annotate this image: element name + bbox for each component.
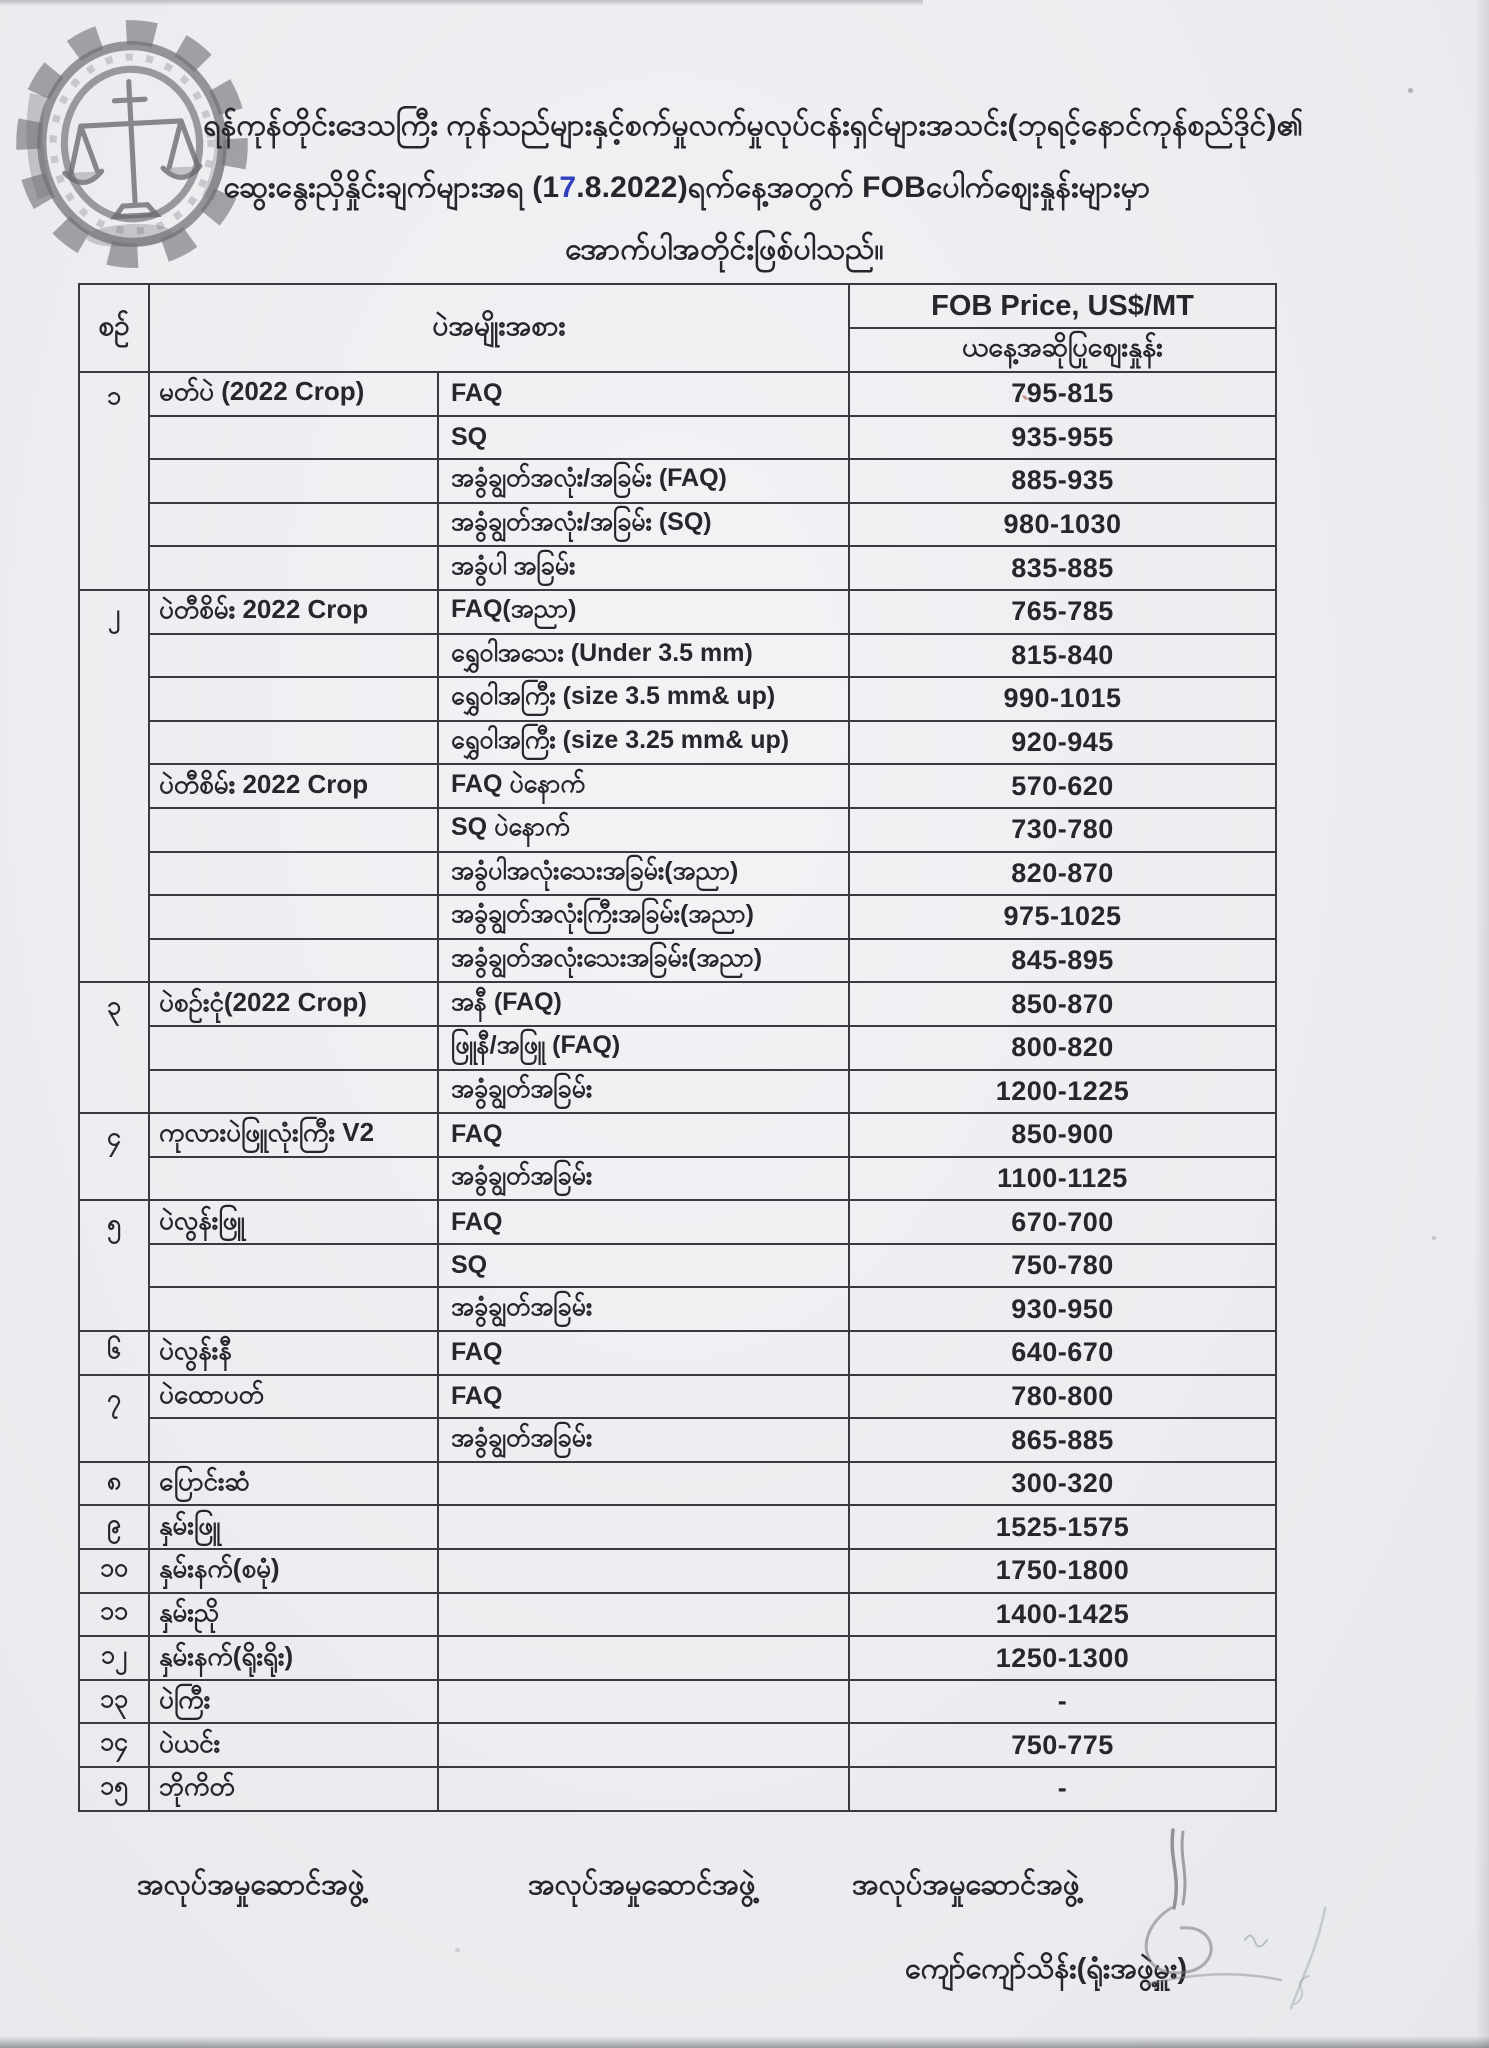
table-row bbox=[79, 503, 1276, 547]
bean-type-cell: ပဲလွန်းနီ bbox=[149, 1331, 438, 1375]
bean-type-cell bbox=[149, 503, 438, 547]
fob-price-table bbox=[78, 283, 1277, 1812]
grade-cell: FAQ bbox=[438, 372, 849, 416]
bean-type-cell bbox=[149, 852, 438, 896]
price-cell: - bbox=[849, 1767, 1276, 1811]
table-row bbox=[79, 1113, 1276, 1157]
col-header-price-main: FOB Price, US$/MT bbox=[849, 284, 1276, 328]
table-row bbox=[79, 1157, 1276, 1201]
row-number: ၄ bbox=[79, 1113, 149, 1200]
bean-type-cell: ဘိုကိတ် bbox=[149, 1767, 438, 1811]
table-row bbox=[79, 459, 1276, 503]
price-cell: 885-935 bbox=[849, 459, 1276, 503]
table-row bbox=[79, 1549, 1276, 1593]
table-row bbox=[79, 1070, 1276, 1114]
row-number: ၁၂ bbox=[79, 1636, 149, 1680]
row-number: ၁ bbox=[79, 372, 149, 590]
table-row bbox=[79, 416, 1276, 460]
grade-cell bbox=[438, 1636, 849, 1680]
col-header-price-sub: ယနေ့အဆိုပြုဈေးနှုန်း bbox=[849, 328, 1276, 372]
row-number: ၆ bbox=[79, 1331, 149, 1375]
header-line-2-suffix: .8.2022)ရက်နေ့အတွက် FOBပေါက်ဈေးနှုန်းများမှာ bbox=[576, 171, 1151, 204]
price-cell: 845-895 bbox=[849, 939, 1276, 983]
grade-cell: ရွှေဝါအသေး (Under 3.5 mm) bbox=[438, 634, 849, 678]
grade-cell: အခွံချွတ်အခြမ်း bbox=[438, 1287, 849, 1331]
price-cell: 730-780 bbox=[849, 808, 1276, 852]
bean-type-cell: ပဲတီစိမ်း 2022 Crop bbox=[149, 764, 438, 808]
table-row bbox=[79, 1375, 1276, 1419]
price-cell: 1400-1425 bbox=[849, 1593, 1276, 1637]
bean-type-cell bbox=[149, 634, 438, 678]
grade-cell: FAQ bbox=[438, 1113, 849, 1157]
price-cell: 800-820 bbox=[849, 1026, 1276, 1070]
table-row bbox=[79, 721, 1276, 765]
grade-cell: အခွံချွတ်အခြမ်း bbox=[438, 1157, 849, 1201]
row-number: ၇ bbox=[79, 1375, 149, 1462]
price-cell: 865-885 bbox=[849, 1418, 1276, 1462]
price-cell: 835-885 bbox=[849, 546, 1276, 590]
scan-edge-top bbox=[0, 0, 923, 6]
table-row bbox=[79, 895, 1276, 939]
scan-speck bbox=[1432, 1236, 1436, 1240]
price-cell: 750-775 bbox=[849, 1723, 1276, 1767]
row-number: ၃ bbox=[79, 982, 149, 1113]
bean-type-cell: ပြောင်းဆံ bbox=[149, 1462, 438, 1506]
table-row bbox=[79, 677, 1276, 721]
price-cell: 850-900 bbox=[849, 1113, 1276, 1157]
grade-cell: အနီ (FAQ) bbox=[438, 982, 849, 1026]
bean-type-cell bbox=[149, 1026, 438, 1070]
price-cell: 850-870 bbox=[849, 982, 1276, 1026]
price-cell: 820-870 bbox=[849, 852, 1276, 896]
bean-type-cell: မတ်ပဲ (2022 Crop) bbox=[149, 372, 438, 416]
table-row bbox=[79, 590, 1276, 634]
grade-cell: အခွံပါ အခြမ်း bbox=[438, 546, 849, 590]
grade-cell bbox=[438, 1767, 849, 1811]
bean-type-cell bbox=[149, 546, 438, 590]
price-cell: 920-945 bbox=[849, 721, 1276, 765]
price-cell: 780-800 bbox=[849, 1375, 1276, 1419]
price-cell: 935-955 bbox=[849, 416, 1276, 460]
bean-type-cell bbox=[149, 721, 438, 765]
grade-cell: FAQ bbox=[438, 1331, 849, 1375]
price-cell: 1525-1575 bbox=[849, 1505, 1276, 1549]
price-cell: 765-785 bbox=[849, 590, 1276, 634]
price-cell: 990-1015 bbox=[849, 677, 1276, 721]
bean-type-cell: ပဲတီစိမ်း 2022 Crop bbox=[149, 590, 438, 634]
signatory-name: ကျော်ကျော်သိန်း(ရုံးအဖွဲ့မှူး) bbox=[905, 1953, 1188, 1985]
row-number: ၁၅ bbox=[79, 1767, 149, 1811]
bean-type-cell: နှမ်းနက်(စမုံ) bbox=[149, 1549, 438, 1593]
table-header-row bbox=[79, 284, 1276, 328]
price-cell: 1250-1300 bbox=[849, 1636, 1276, 1680]
table-row bbox=[79, 546, 1276, 590]
grade-cell: FAQ(အညာ) bbox=[438, 590, 849, 634]
price-cell: 980-1030 bbox=[849, 503, 1276, 547]
grade-cell: FAQ bbox=[438, 1200, 849, 1244]
header-line-2 bbox=[0, 166, 1374, 210]
table-row bbox=[79, 1767, 1276, 1811]
scan-speck bbox=[1408, 88, 1413, 93]
bean-type-cell: နှမ်းနက်(ရိုးရိုး) bbox=[149, 1636, 438, 1680]
price-cell: 670-700 bbox=[849, 1200, 1276, 1244]
bean-type-cell: ကုလားပဲဖြူလုံးကြီး V2 bbox=[149, 1113, 438, 1157]
price-cell: 750-780 bbox=[849, 1244, 1276, 1288]
committee-label-3: အလုပ်အမှုဆောင်အဖွဲ့ bbox=[852, 1869, 1080, 1901]
price-cell: 300-320 bbox=[849, 1462, 1276, 1506]
committee-label-1: အလုပ်အမှုဆောင်အဖွဲ့ bbox=[137, 1869, 365, 1901]
grade-cell bbox=[438, 1462, 849, 1506]
table-row bbox=[79, 1287, 1276, 1331]
header-line-1: ရန်ကုန်တိုင်းဒေသကြီး ကုန်သည်များနှင့်စက်မှုလက်မှုလုပ်ငန်းရှင်များအသင်း(ဘုရင့်နောင်ကုန်စည်ဒိုင်)၏ bbox=[203, 109, 1304, 142]
col-header-no: စဉ် bbox=[79, 284, 149, 372]
table-row bbox=[79, 982, 1276, 1026]
grade-cell: ရွှေဝါအကြီး (size 3.5 mm& up) bbox=[438, 677, 849, 721]
table-row bbox=[79, 634, 1276, 678]
table-row bbox=[79, 1418, 1276, 1462]
row-number: ၁၁ bbox=[79, 1593, 149, 1637]
grade-cell: အခွံချွတ်အလုံးသေးအခြမ်း(အညာ) bbox=[438, 939, 849, 983]
grade-cell: FAQ ပဲနောက် bbox=[438, 764, 849, 808]
price-table-body bbox=[79, 372, 1276, 1811]
row-number: ၅ bbox=[79, 1200, 149, 1331]
grade-cell: အခွံချွတ်အလုံး/အခြမ်း (FAQ) bbox=[438, 459, 849, 503]
handwritten-signature bbox=[1095, 1812, 1395, 2022]
bean-type-cell bbox=[149, 1418, 438, 1462]
grade-cell: SQ bbox=[438, 1244, 849, 1288]
bean-type-cell: ပဲယင်း bbox=[149, 1723, 438, 1767]
price-cell: 975-1025 bbox=[849, 895, 1276, 939]
bean-type-cell bbox=[149, 1157, 438, 1201]
table-row bbox=[79, 1680, 1276, 1724]
table-row bbox=[79, 1593, 1276, 1637]
table-row bbox=[79, 1026, 1276, 1070]
row-number: ၁၄ bbox=[79, 1723, 149, 1767]
table-row bbox=[79, 764, 1276, 808]
table-row bbox=[79, 1200, 1276, 1244]
table-row bbox=[79, 1244, 1276, 1288]
grade-cell: အခွံချွတ်အခြမ်း bbox=[438, 1070, 849, 1114]
bean-type-cell bbox=[149, 1244, 438, 1288]
table-row bbox=[79, 372, 1276, 416]
grade-cell: အခွံပါအလုံးသေးအခြမ်း(အညာ) bbox=[438, 852, 849, 896]
table-row bbox=[79, 1462, 1276, 1506]
row-number: ၈ bbox=[79, 1462, 149, 1506]
row-number: ၁၃ bbox=[79, 1680, 149, 1724]
bean-type-cell: နှမ်းဖြူ bbox=[149, 1505, 438, 1549]
grade-cell bbox=[438, 1549, 849, 1593]
bean-type-cell bbox=[149, 895, 438, 939]
price-cell: 640-670 bbox=[849, 1331, 1276, 1375]
price-cell: 815-840 bbox=[849, 634, 1276, 678]
grade-cell: ရွှေဝါအကြီး (size 3.25 mm& up) bbox=[438, 721, 849, 765]
table-row bbox=[79, 1331, 1276, 1375]
bean-type-cell: ပဲထောပတ် bbox=[149, 1375, 438, 1419]
grade-cell: အခွံချွတ်အခြမ်း bbox=[438, 1418, 849, 1462]
table-row bbox=[79, 939, 1276, 983]
bean-type-cell bbox=[149, 459, 438, 503]
grade-cell: SQ bbox=[438, 416, 849, 460]
price-cell: 570-620 bbox=[849, 764, 1276, 808]
price-cell: - bbox=[849, 1680, 1276, 1724]
grade-cell: SQ ပဲနောက် bbox=[438, 808, 849, 852]
grade-cell: အခွံချွတ်အလုံးကြီးအခြမ်း(အညာ) bbox=[438, 895, 849, 939]
grade-cell: FAQ bbox=[438, 1375, 849, 1419]
row-number: ၂ bbox=[79, 590, 149, 982]
price-cell: 1100-1125 bbox=[849, 1157, 1276, 1201]
bean-type-cell bbox=[149, 939, 438, 983]
table-row bbox=[79, 1636, 1276, 1680]
bean-type-cell bbox=[149, 1070, 438, 1114]
table-row bbox=[79, 1723, 1276, 1767]
grade-cell bbox=[438, 1593, 849, 1637]
header-line-3: အောက်ပါအတိုင်းဖြစ်ပါသည်။ bbox=[565, 233, 884, 266]
bean-type-cell: ပဲစဉ်းငုံ(2022 Crop) bbox=[149, 982, 438, 1026]
price-cell: 795-815 bbox=[849, 372, 1276, 416]
bean-type-cell: ပဲလွန်းဖြူ bbox=[149, 1200, 438, 1244]
row-number: ၁၀ bbox=[79, 1549, 149, 1593]
bean-type-cell bbox=[149, 1287, 438, 1331]
bean-type-cell: နှမ်းညို bbox=[149, 1593, 438, 1637]
bean-type-cell: ပဲကြီး bbox=[149, 1680, 438, 1724]
scan-speck bbox=[455, 1948, 460, 1952]
table-row bbox=[79, 852, 1276, 896]
col-header-type: ပဲအမျိုးအစား bbox=[149, 284, 849, 372]
grade-cell: အခွံချွတ်အလုံး/အခြမ်း (SQ) bbox=[438, 503, 849, 547]
header-line-2-prefix: ဆွေးနွေးညှိနှိုင်းချက်များအရ (1 bbox=[223, 171, 560, 204]
bean-type-cell bbox=[149, 677, 438, 721]
scan-edge-bottom bbox=[0, 2036, 1489, 2048]
bean-type-cell bbox=[149, 808, 438, 852]
grade-cell: ဖြူနီ/အဖြူ (FAQ) bbox=[438, 1026, 849, 1070]
table-row bbox=[79, 1505, 1276, 1549]
grade-cell bbox=[438, 1680, 849, 1724]
row-number: ၉ bbox=[79, 1505, 149, 1549]
grade-cell bbox=[438, 1505, 849, 1549]
handwritten-date-digit: 7 bbox=[559, 171, 577, 204]
grade-cell bbox=[438, 1723, 849, 1767]
committee-label-2: အလုပ်အမှုဆောင်အဖွဲ့ bbox=[528, 1869, 756, 1901]
scan-edge-right bbox=[1475, 0, 1489, 2048]
price-cell: 1750-1800 bbox=[849, 1549, 1276, 1593]
table-row bbox=[79, 808, 1276, 852]
price-cell: 930-950 bbox=[849, 1287, 1276, 1331]
price-cell: 1200-1225 bbox=[849, 1070, 1276, 1114]
bean-type-cell bbox=[149, 416, 438, 460]
